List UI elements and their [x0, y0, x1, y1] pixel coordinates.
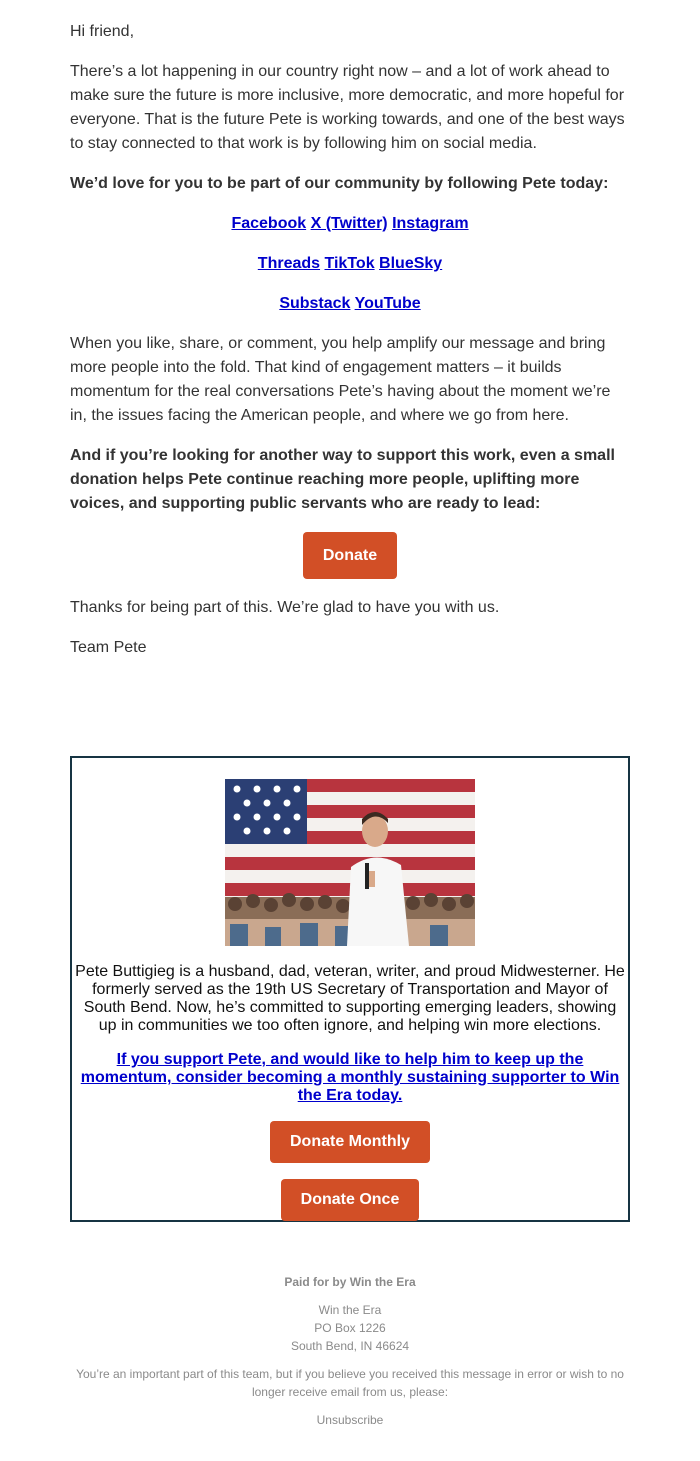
unsubscribe-notice: You’re an important part of this team, but if you believe you received this message in error or wish to no longer receive email from us, please: — [76, 1367, 624, 1399]
youtube-link[interactable]: YouTube — [354, 295, 421, 312]
facebook-link[interactable]: Facebook — [231, 215, 307, 232]
threads-link[interactable]: Threads — [257, 255, 321, 272]
address-line: Win the Era — [318, 1303, 382, 1317]
substack-link[interactable]: Substack — [279, 295, 351, 312]
signoff: Team Pete — [70, 639, 147, 656]
address-line: PO Box 1226 — [314, 1321, 386, 1335]
greeting: Hi friend, — [70, 23, 135, 40]
address-line: South Bend, IN 46624 — [290, 1339, 410, 1353]
pete-photo — [225, 779, 475, 946]
tiktok-link[interactable]: TikTok — [324, 255, 375, 272]
instagram-link[interactable]: Instagram — [392, 215, 469, 232]
donate-button[interactable]: Donate — [303, 532, 397, 579]
social-links-row-1 — [70, 212, 630, 236]
bio-text: Pete Buttigieg is a husband, dad, veteran, writer, and proud Midwesterner. He formerly served as the 19th US Secretary of Transportation and Mayor of South Bend. Now, he’s committed to supporting emerging leaders, showing up in communities we too often ignore, and helping win more elections. — [75, 963, 625, 1034]
paid-for-line: Paid for by Win the Era — [284, 1275, 416, 1289]
engagement-paragraph: When you like, share, or comment, you help amplify our message and bring more people into the fold. That kind of engagement matters – it builds momentum for the real conversations Pete’s having about the moment we’re in, the issues facing the American people, and where we go from here. — [70, 335, 611, 424]
mailing-address — [70, 1301, 630, 1355]
sustaining-supporter-link[interactable]: If you support Pete, and would like to help him to keep up the momentum, consider becoming a monthly sustaining supporter to Win the Era today. — [80, 1051, 620, 1104]
community-line: We’d love for you to be part of our community by following Pete today: — [70, 175, 609, 192]
social-links-row-2 — [70, 252, 630, 276]
donate-monthly-button[interactable]: Donate Monthly — [270, 1121, 430, 1163]
unsubscribe-link[interactable]: Unsubscribe — [316, 1413, 384, 1427]
sustaining-cta — [80, 1051, 620, 1105]
thanks-line: Thanks for being part of this. We’re glad to have you with us. — [70, 599, 500, 616]
bluesky-link[interactable]: BlueSky — [379, 255, 443, 272]
support-ask: And if you’re looking for another way to support this work, even a small donation helps Pete continue reaching more people, uplifting more voices, and supporting public servants who are ready to lead: — [70, 447, 615, 512]
x-twitter-link[interactable]: X (Twitter) — [310, 215, 388, 232]
donate-once-button[interactable]: Donate Once — [281, 1179, 419, 1221]
intro-paragraph: There’s a lot happening in our country right now – and a lot of work ahead to make sure the future is more inclusive, more democratic, and more hopeful for everyone. That is the future Pete is working towards, and one of the best ways to stay connected to that work is by following him on social media. — [70, 63, 625, 152]
social-links-row-3 — [70, 292, 630, 316]
promo-box — [70, 756, 630, 1222]
